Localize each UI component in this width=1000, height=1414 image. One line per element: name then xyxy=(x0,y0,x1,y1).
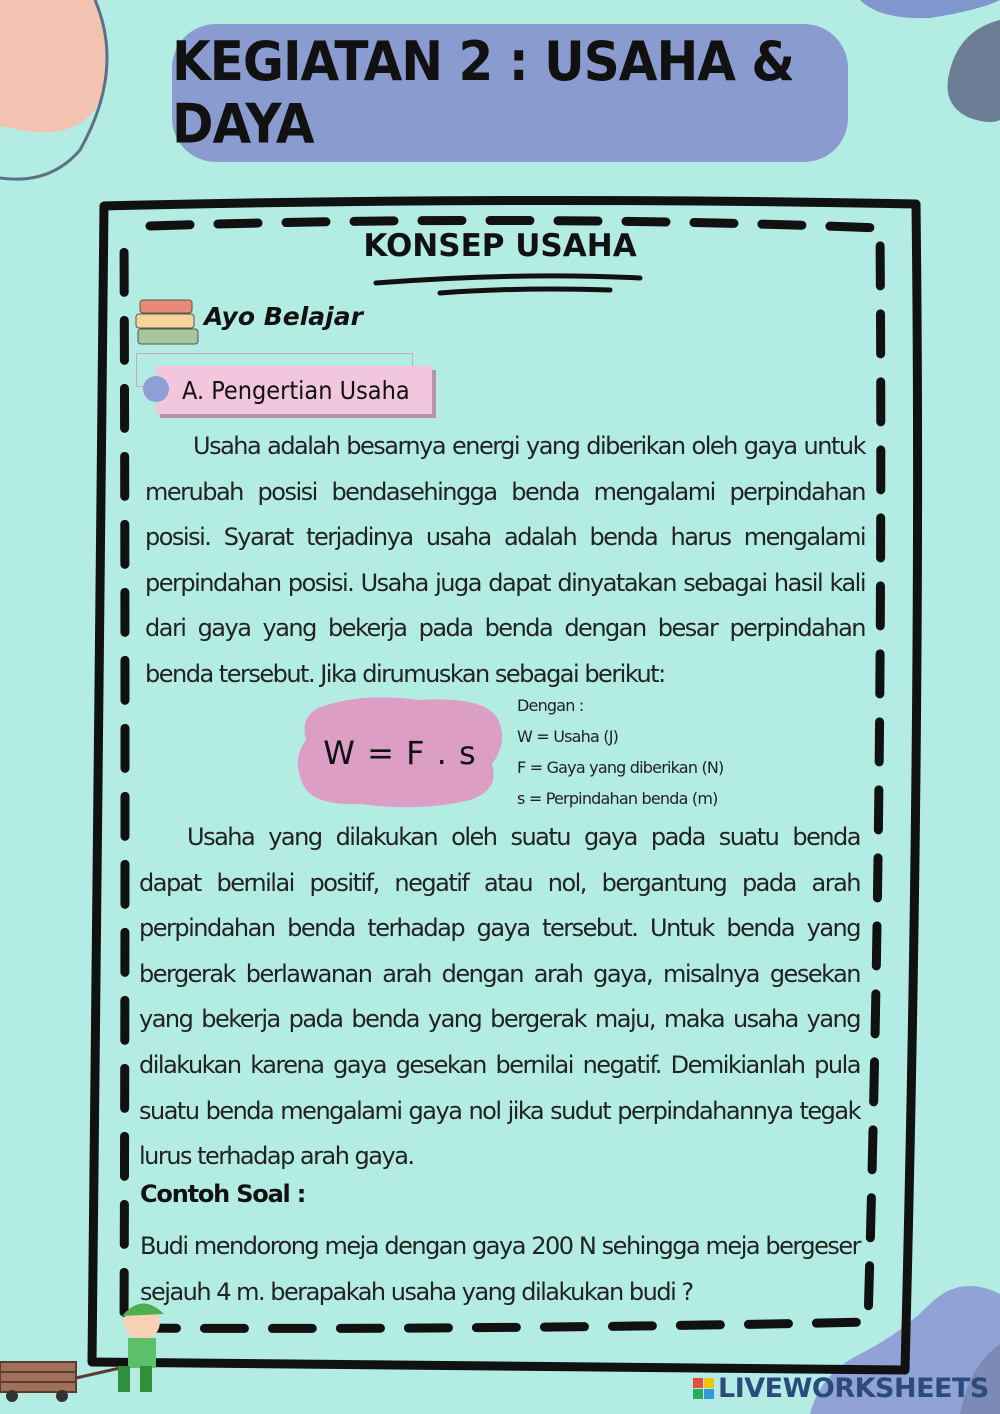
legend-item-w: W = Usaha (J) xyxy=(517,727,619,746)
example-title: Contoh Soal : xyxy=(140,1180,306,1208)
legend-title: Dengan : xyxy=(517,696,584,715)
paragraph-sign-text: Usaha yang dilakukan oleh suatu gaya pada suatu benda dapat bernilai positif, negatif atau nol, bergantung pada arah perpindahan benda terhadap gaya tersebut. Untuk benda yang bergerak berlawanan arah dengan arah gaya, misalnya gesekan yang bekerja pada benda yang bergerak maju, maka usaha yang dilakukan karena gaya gesekan bernilai negatif. Demikianlah pula suatu benda mengalami gaya nol jika sudut perpindahannya tegak lurus terhadap arah gaya. xyxy=(139,823,860,1171)
cart-icon xyxy=(0,1362,120,1402)
bullet-dot-icon xyxy=(143,376,169,402)
legend-item-s: s = Perpindahan benda (m) xyxy=(517,789,718,808)
kid-character-icon xyxy=(118,1303,164,1392)
subheading-text: A. Pengertian Usaha xyxy=(182,375,410,405)
formula-expression: W = F . s xyxy=(323,734,477,772)
paragraph-sign xyxy=(139,815,860,1180)
brand-name[interactable]: LIVEWORKSHEETS xyxy=(718,1373,989,1404)
page-title: KEGIATAN 2 : USAHA & DAYA xyxy=(172,30,794,156)
formula-legend xyxy=(517,690,724,814)
books-icon xyxy=(136,300,198,344)
ayo-belajar-label: Ayo Belajar xyxy=(204,302,363,331)
paragraph-definition xyxy=(145,424,865,698)
paragraph-definition-text: Usaha adalah besarnya energi yang diberikan oleh gaya untuk merubah posisi bendasehingga benda mengalami perpindahan posisi. Syarat terjadinya usaha adalah benda harus mengalami perpindahan posisi. Usaha juga dapat dinyatakan sebagai hasil kali dari gaya yang bekerja pada benda dengan besar perpindahan benda tersebut. Jika dirumuskan sebagai berikut: xyxy=(145,432,865,688)
example-question: Budi mendorong meja dengan gaya 200 N sehingga meja bergeser sejauh 4 m. berapakah usaha yang dilakukan budi ? xyxy=(140,1232,860,1306)
legend-item-f: F = Gaya yang diberikan (N) xyxy=(517,758,724,777)
subheading-box xyxy=(156,366,432,414)
liveworksheets-logo-icon xyxy=(693,1378,715,1400)
section-title: KONSEP USAHA xyxy=(363,228,637,264)
